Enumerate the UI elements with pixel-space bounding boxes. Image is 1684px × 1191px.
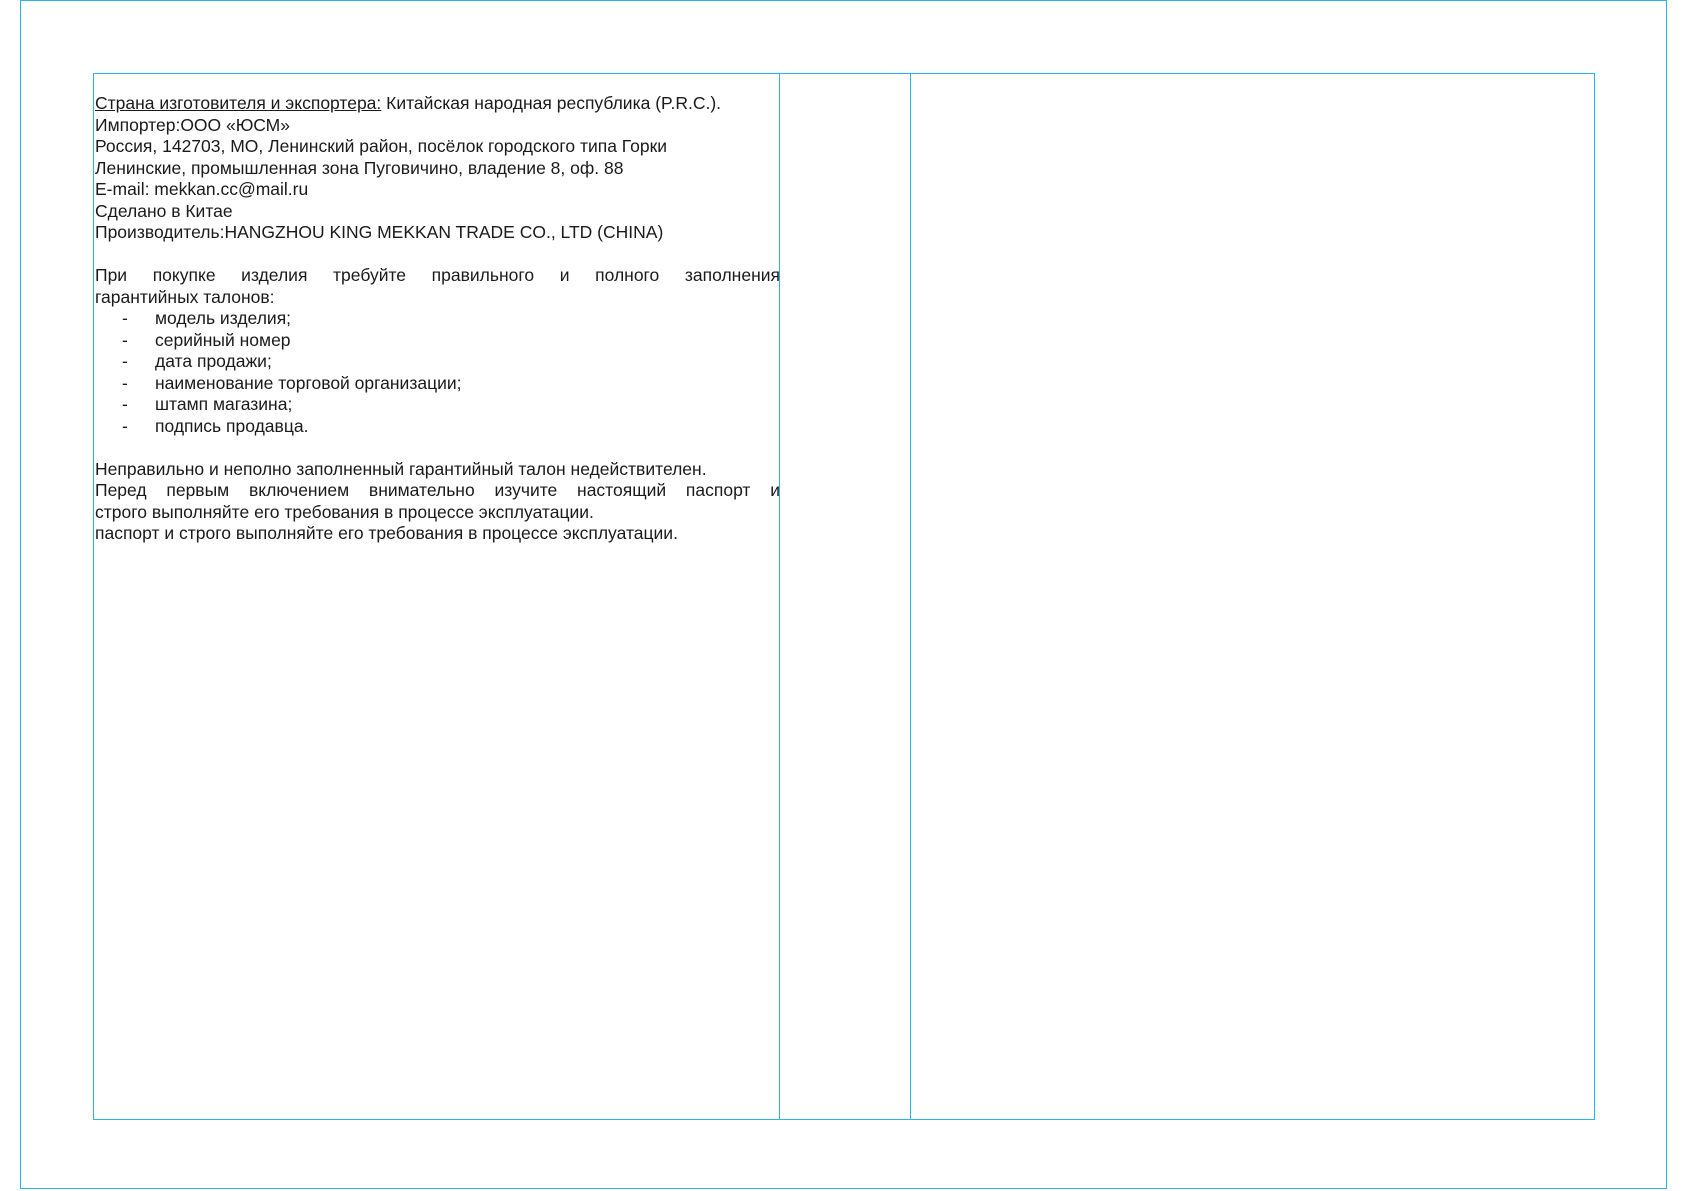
invalid-warranty-note: Неправильно и неполно заполненный гарантийный талон недействителен.: [95, 458, 707, 479]
list-item: - подпись продавца.: [122, 415, 309, 436]
manufacturer-line: Производитель:HANGZHOU KING MEKKAN TRADE CO., LTD (CHINA): [95, 222, 664, 242]
address-line-2: Ленинские, промышленная зона Пуговичино, владение 8, оф. 88: [95, 157, 624, 178]
instruction-line-1: Перед первым включением внимательно изучите настоящий паспорт и: [95, 480, 780, 500]
left-column-text: [95, 93, 780, 545]
warranty-requirements-list: [95, 308, 780, 437]
address-line-1: Россия, 142703, МО, Ленинский район, посёлок городского типа Горки: [95, 136, 668, 156]
warranty-intro-line-1: При покупке изделия требуйте правильного и полного заполнения: [95, 265, 780, 285]
email-line: E-mail: mekkan.cc@mail.ru: [95, 179, 309, 199]
country-line: [95, 93, 780, 115]
warranty-intro-line-2: гарантийных талонов:: [95, 286, 275, 307]
column-divider-right: [910, 73, 911, 1120]
list-item: - штамп магазина;: [122, 394, 293, 414]
list-item: - модель изделия;: [122, 308, 292, 328]
list-item: - дата продажи;: [122, 351, 272, 371]
instruction-repeat-line: паспорт и строго выполняйте его требования в процессе эксплуатации.: [95, 523, 678, 543]
list-item: - серийный номер: [122, 329, 291, 350]
instruction-line-2: строго выполняйте его требования в процессе эксплуатации.: [95, 501, 594, 522]
country-value: Китайская народная республика (P.R.C.).: [381, 93, 722, 113]
importer-line: Импортер:ООО «ЮСМ»: [95, 114, 290, 135]
country-label: Страна изготовителя и экспортера:: [95, 93, 382, 113]
list-item: - наименование торговой организации;: [122, 372, 462, 393]
made-in-line: Сделано в Китае: [95, 200, 233, 221]
